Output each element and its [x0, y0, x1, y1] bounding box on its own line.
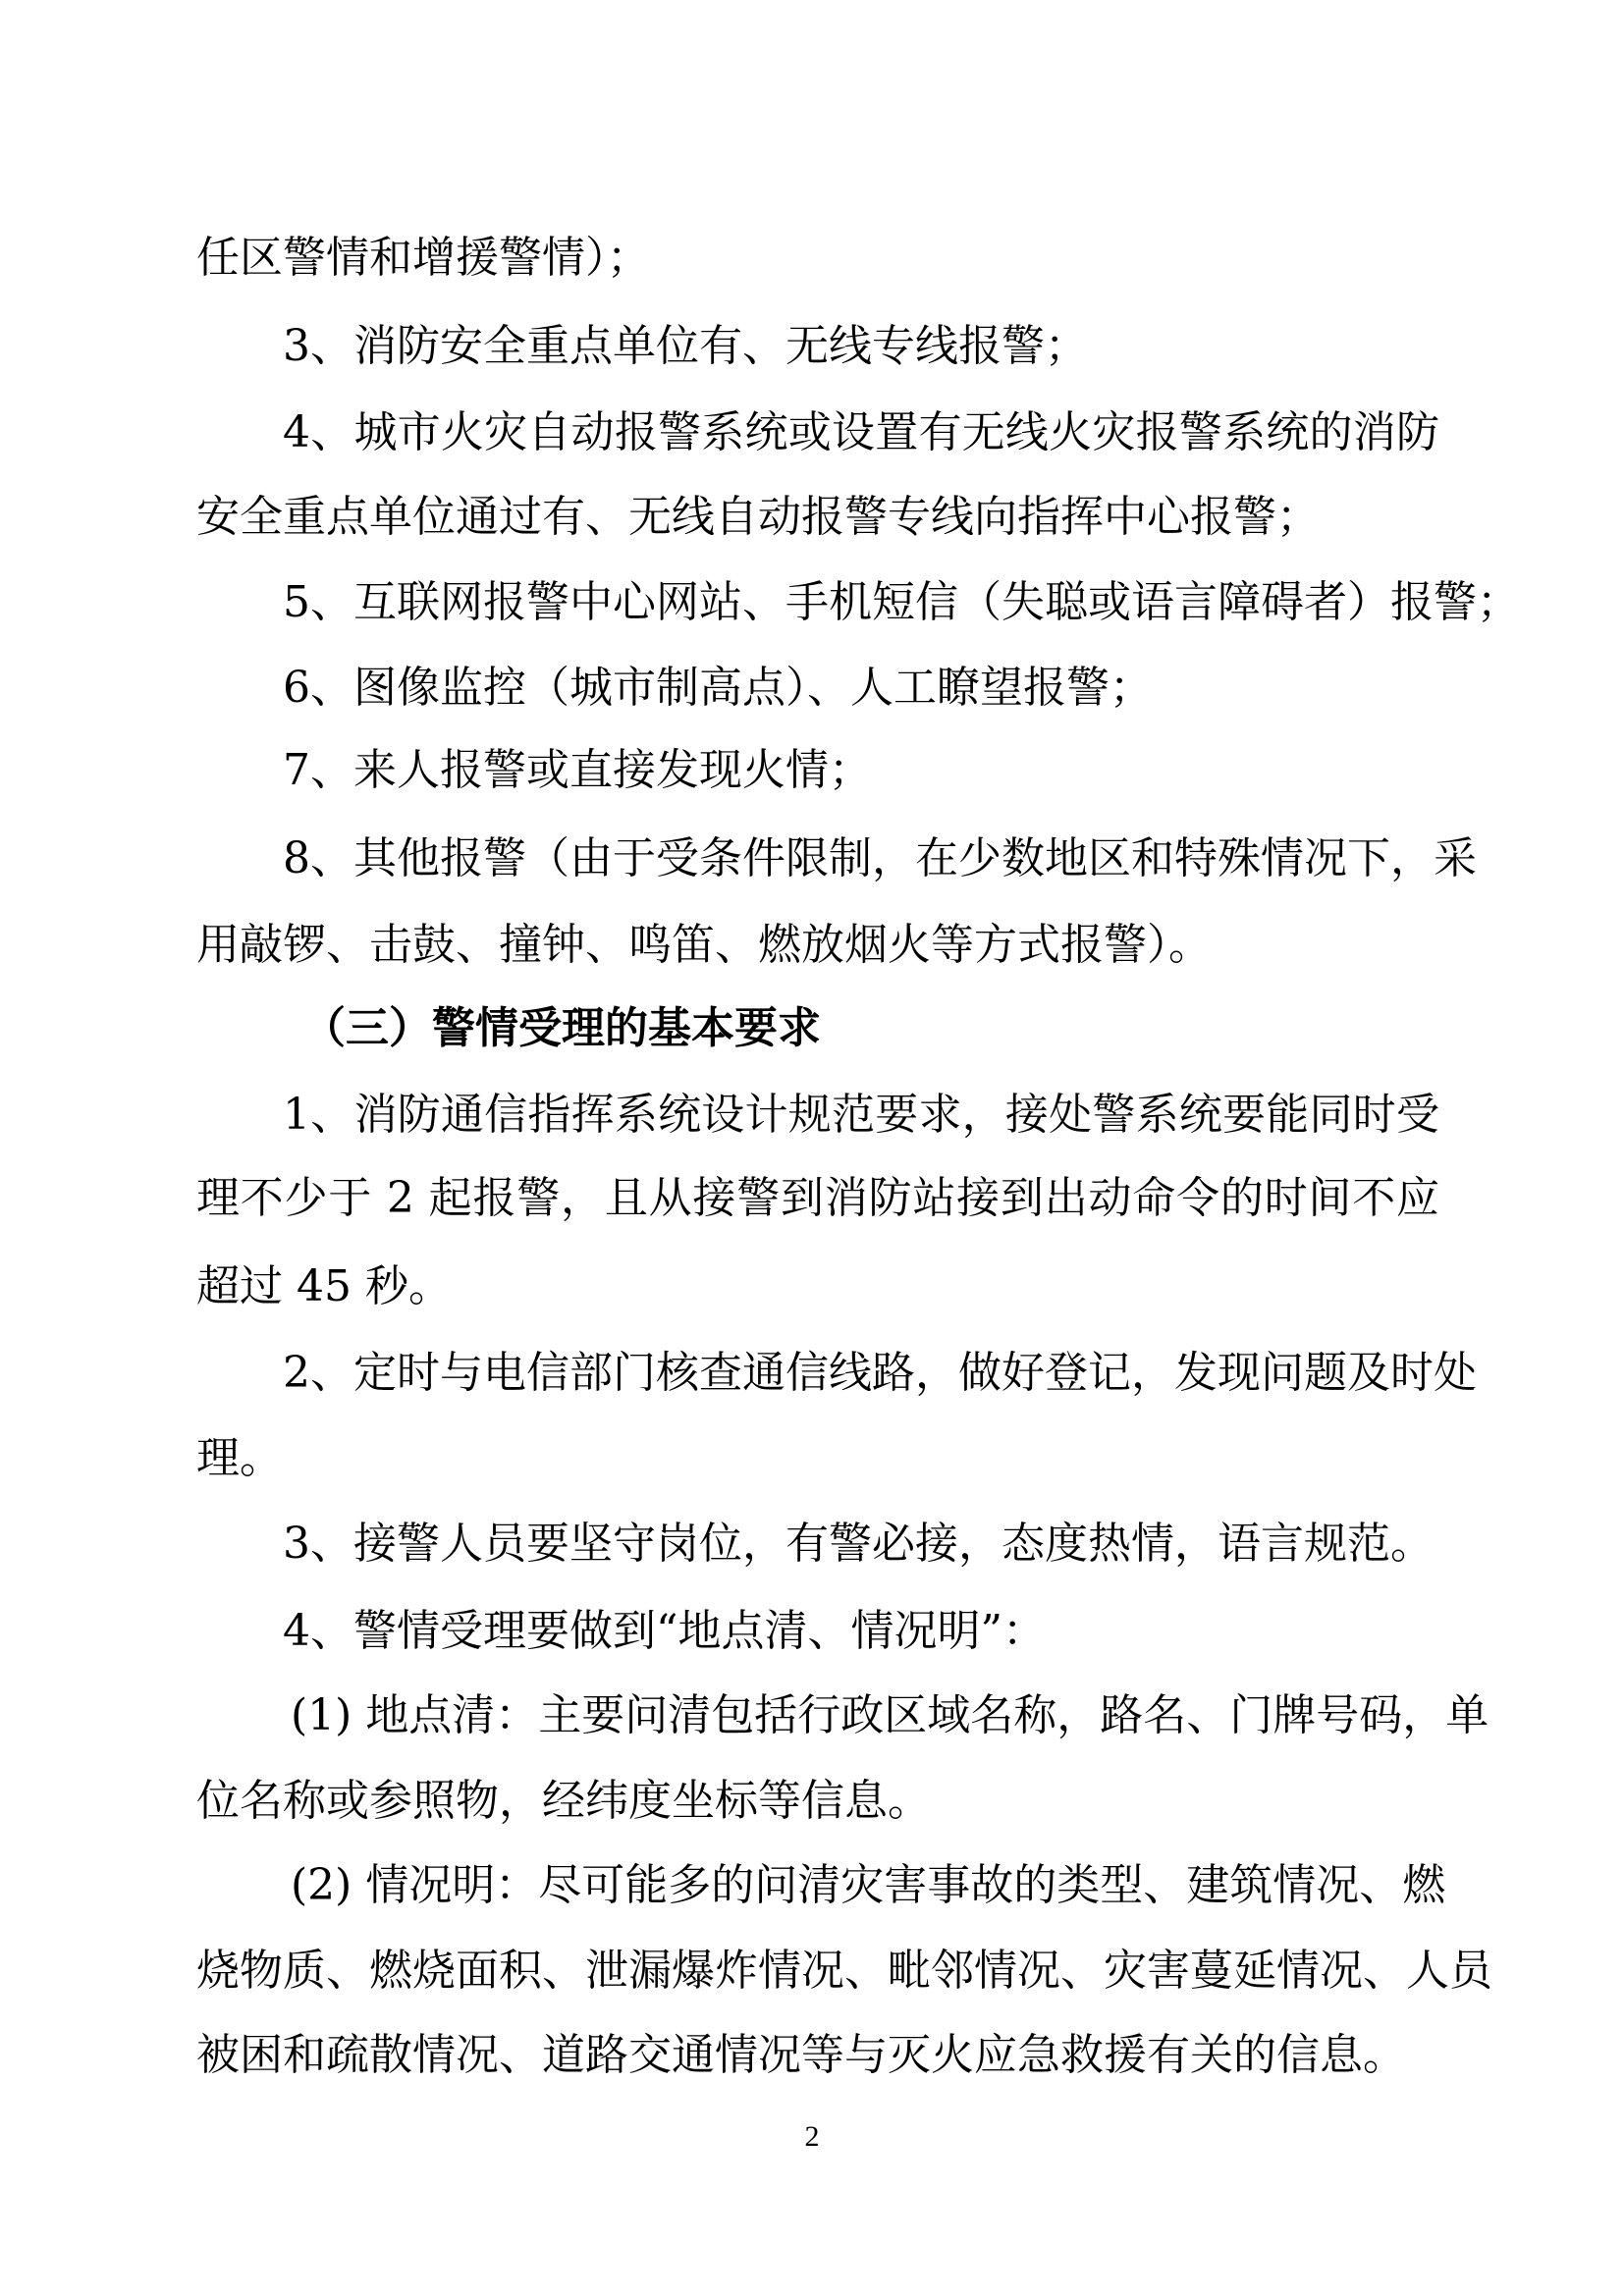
text-line: 理不少于 2 起报警，且从接警到消防站接到出动命令的时间不应 [196, 1173, 1439, 1223]
sub-item-2: (2) 情况明：尽可能多的问清灾害事故的类型、建筑情况、燃 [291, 1860, 1446, 1910]
text-line: 烧物质、燃烧面积、泄漏爆炸情况、毗邻情况、灾害蔓延情况、人员 [196, 1946, 1492, 1996]
text-line: 理。 [196, 1433, 283, 1483]
list-item-7: 7、来人报警或直接发现火情； [283, 745, 872, 795]
section-heading: （三）警情受理的基本要求 [302, 1003, 821, 1053]
text-line: 任区警情和增援警情）； [196, 233, 650, 283]
list-item-5: 5、互联网报警中心网站、手机短信（失聪或语言障碍者）报警； [283, 577, 1520, 627]
sub-item-1: (1) 地点清：主要问清包括行政区域名称，路名、门牌号码，单 [291, 1690, 1489, 1740]
list-item-6: 6、图像监控（城市制高点）、人工瞭望报警； [283, 663, 1153, 713]
requirement-3: 3、接警人员要坚守岗位，有警必接，态度热情，语言规范。 [283, 1519, 1434, 1569]
text-line: 安全重点单位通过有、无线自动报警专线向指挥中心报警； [196, 492, 1320, 542]
text-line: 超过 45 秒。 [196, 1261, 452, 1311]
list-item-8: 8、其他报警（由于受条件限制，在少数地区和特殊情况下，采 [283, 833, 1477, 883]
requirement-2: 2、定时与电信部门核查通信线路，做好登记，发现问题及时处 [283, 1348, 1477, 1398]
requirement-4: 4、警情受理要做到“地点清、情况明”： [283, 1606, 1046, 1656]
list-item-3: 3、消防安全重点单位有、无线专线报警； [283, 321, 1088, 371]
text-line: 被困和疏散情况、道路交通情况等与灭火应急救援有关的信息。 [196, 2030, 1406, 2080]
list-item-4: 4、城市火灾自动报警系统或设置有无线火灾报警系统的消防 [283, 407, 1439, 457]
requirement-1: 1、消防通信指挥系统设计规范要求，接处警系统要能同时受 [283, 1090, 1439, 1140]
text-line: 位名称或参照物，经纬度坐标等信息。 [196, 1776, 931, 1826]
text-line: 用敲锣、击鼓、撞钟、鸣笛、燃放烟火等方式报警）。 [196, 920, 1212, 970]
page-number: 2 [804, 2120, 820, 2153]
